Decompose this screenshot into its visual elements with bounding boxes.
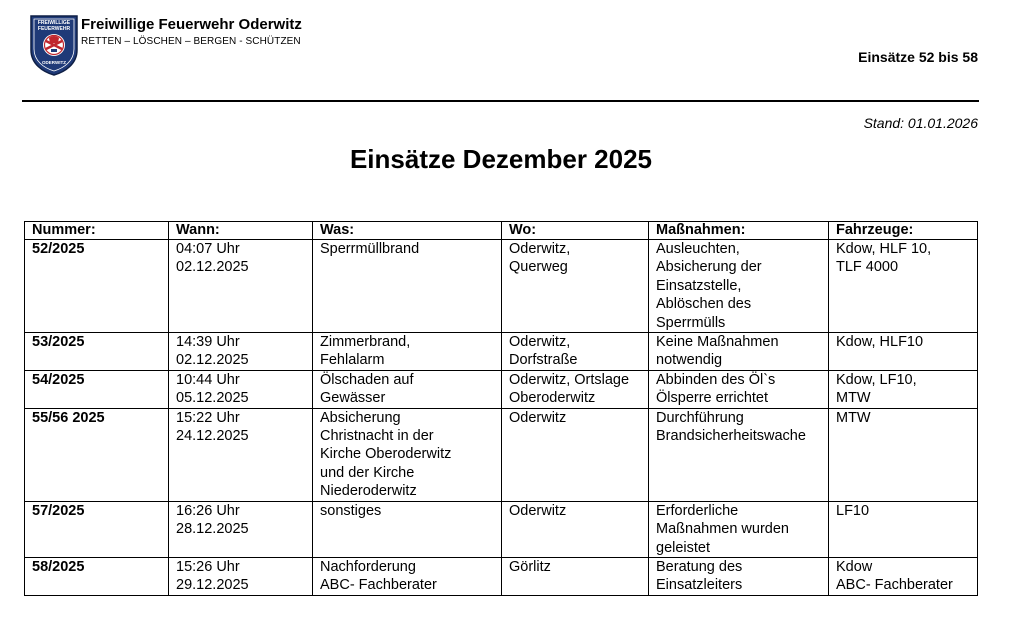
table-header-row [25,222,978,240]
cell-wann: 04:07 Uhr 02.12.2025 [169,240,313,333]
column-header-nummer: Nummer: [25,222,169,240]
cell-massnahmen: Keine Maßnahmen notwendig [649,333,829,371]
cell-massnahmen: Ausleuchten, Absicherung der Einsatzstelle, Ablöschen des Sperrmülls [649,240,829,333]
fire-department-logo [29,14,79,76]
column-header-wann: Wann: [169,222,313,240]
document-title: Einsätze Dezember 2025 [349,144,653,174]
column-header-wo: Wo: [502,222,649,240]
cell-fahrzeuge: Kdow, HLF10 [829,333,978,371]
table-row [25,240,978,333]
operations-table [24,221,978,596]
operations-range: Einsätze 52 bis 58 [858,49,978,65]
cell-wo: Oderwitz, Ortslage Oberoderwitz [502,370,649,408]
table-row [25,557,978,595]
cell-wo: Oderwitz [502,501,649,557]
cell-fahrzeuge: MTW [829,408,978,501]
table-row [25,333,978,371]
cell-was: Nachforderung ABC- Fachberater [313,557,502,595]
cell-was: Sperrmüllbrand [313,240,502,333]
cell-nummer: 58/2025 [25,557,169,595]
svg-text:ODERWITZ: ODERWITZ [42,60,66,65]
cell-wo: Oderwitz, Querweg [502,240,649,333]
table-row [25,370,978,408]
cell-nummer: 52/2025 [25,240,169,333]
cell-wann: 15:22 Uhr 24.12.2025 [169,408,313,501]
cell-was: Absicherung Christnacht in der Kirche Oberoderwitz und der Kirche Niederoderwitz [313,408,502,501]
cell-nummer: 55/56 2025 [25,408,169,501]
cell-was: Zimmerbrand, Fehlalarm [313,333,502,371]
cell-wo: Oderwitz, Dorfstraße [502,333,649,371]
cell-was: sonstiges [313,501,502,557]
cell-wann: 14:39 Uhr 02.12.2025 [169,333,313,371]
cell-massnahmen: Erforderliche Maßnahmen wurden geleistet [649,501,829,557]
cell-fahrzeuge: LF10 [829,501,978,557]
cell-massnahmen: Abbinden des Öl`s Ölsperre errichtet [649,370,829,408]
as-of-date: Stand: 01.01.2026 [863,115,978,131]
cell-fahrzeuge: Kdow, HLF 10, TLF 4000 [829,240,978,333]
column-header-fahrzeuge: Fahrzeuge: [829,222,978,240]
cell-was: Ölschaden auf Gewässer [313,370,502,408]
cell-wo: Oderwitz [502,408,649,501]
cell-nummer: 57/2025 [25,501,169,557]
cell-fahrzeuge: Kdow ABC- Fachberater [829,557,978,595]
cell-massnahmen: Beratung des Einsatzleiters [649,557,829,595]
header-divider [22,100,979,102]
svg-text:FEUERWEHR: FEUERWEHR [37,26,71,32]
cell-wo: Görlitz [502,557,649,595]
cell-wann: 15:26 Uhr 29.12.2025 [169,557,313,595]
table-row [25,408,978,501]
column-header-massnahmen: Maßnahmen: [649,222,829,240]
cell-wann: 16:26 Uhr 28.12.2025 [169,501,313,557]
organization-motto: RETTEN – LÖSCHEN – BERGEN - SCHÜTZEN [81,36,301,47]
svg-text:FREIWILLIGE: FREIWILLIGE [37,20,71,26]
table-row [25,501,978,557]
column-header-was: Was: [313,222,502,240]
cell-nummer: 54/2025 [25,370,169,408]
cell-fahrzeuge: Kdow, LF10, MTW [829,370,978,408]
cell-wann: 10:44 Uhr 05.12.2025 [169,370,313,408]
cell-massnahmen: Durchführung Brandsicherheitswache [649,408,829,501]
cell-nummer: 53/2025 [25,333,169,371]
organization-name: Freiwillige Feuerwehr Oderwitz [81,16,302,33]
